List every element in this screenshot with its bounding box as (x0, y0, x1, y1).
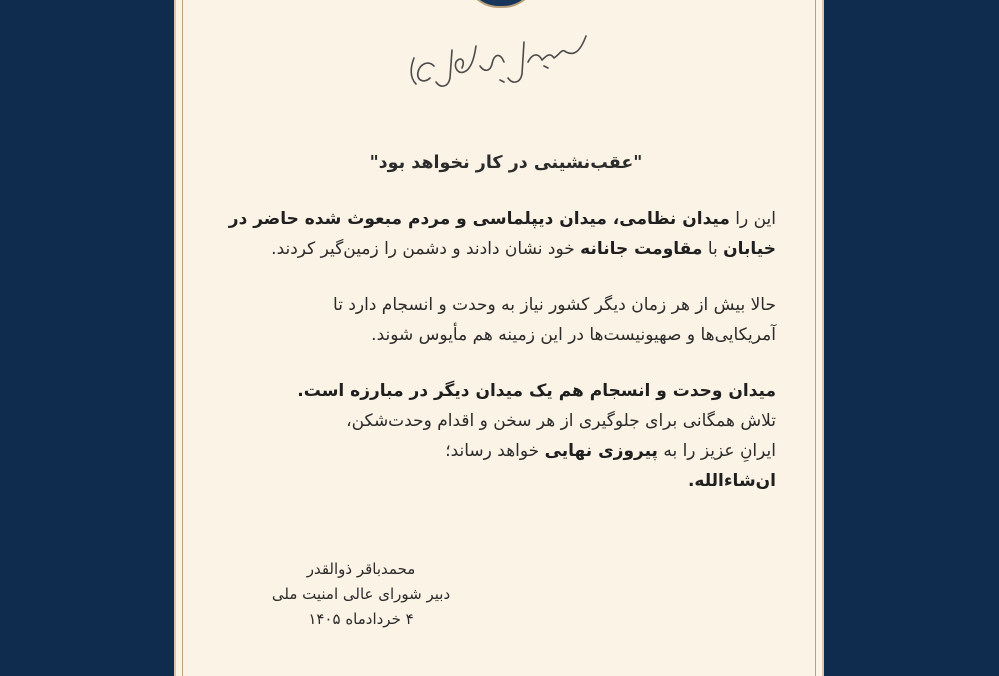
basmala-text (404, 97, 594, 98)
basmala-calligraphy (404, 22, 594, 96)
paragraph-2 (236, 290, 776, 350)
letter-title-block (236, 148, 776, 178)
paragraph-3-line-3 (236, 436, 776, 466)
text-span-bold: خیابان (723, 239, 776, 259)
text-span: با (702, 239, 724, 259)
text-span-bold: میدان نظامی، میدان دیپلماسی و مردم مبعوث شده حاضر در (228, 209, 730, 229)
text-span-bold: پیروزی نهایی (544, 441, 658, 461)
text-span: این را (729, 209, 776, 229)
paragraph-2-line-2: آمریکایی‌ها و صهیونیست‌ها در این زمینه هم مأیوس شوند. (371, 325, 776, 345)
signature-name: محمدباقر ذوالقدر (306, 560, 416, 578)
paragraph-3-line-2: تلاش همگانی برای جلوگیری از هر سخن و اقدام وحدت‌شکن، (346, 411, 776, 431)
paragraph-3-line-1: میدان وحدت و انسجام هم یک میدان دیگر در مبارزه است. (297, 381, 776, 401)
text-span-bold: مقاومت جانانه (580, 239, 703, 259)
signature-role: دبیر شورای عالی امنیت ملی (271, 585, 451, 603)
signature-date: ۴ خردادماه ۱۴۰۵ (308, 610, 414, 628)
letter-paper (176, 0, 822, 676)
text-span: خود نشان دادند و دشمن را زمین‌گیر کردند. (271, 239, 581, 259)
paragraph-3 (236, 376, 776, 496)
signature-block (236, 557, 486, 632)
text-span: خواهد رساند؛ (445, 441, 545, 461)
paragraph-1-line-1 (228, 204, 776, 234)
paragraph-2-line-1: حالا بیش از هر زمان دیگر کشور نیاز به وحدت و انسجام دارد تا (333, 295, 776, 315)
letter-title: "عقب‌نشینی در کار نخواهد بود" (369, 153, 643, 173)
paragraph-3-line-4: ان‌شاءالله. (687, 471, 776, 491)
paragraph-1-line-2 (236, 234, 776, 264)
basmala-calligraphy-drawing (404, 22, 594, 96)
text-span: ایرانِ عزیز را به (657, 441, 776, 461)
paragraph-1 (228, 204, 776, 264)
